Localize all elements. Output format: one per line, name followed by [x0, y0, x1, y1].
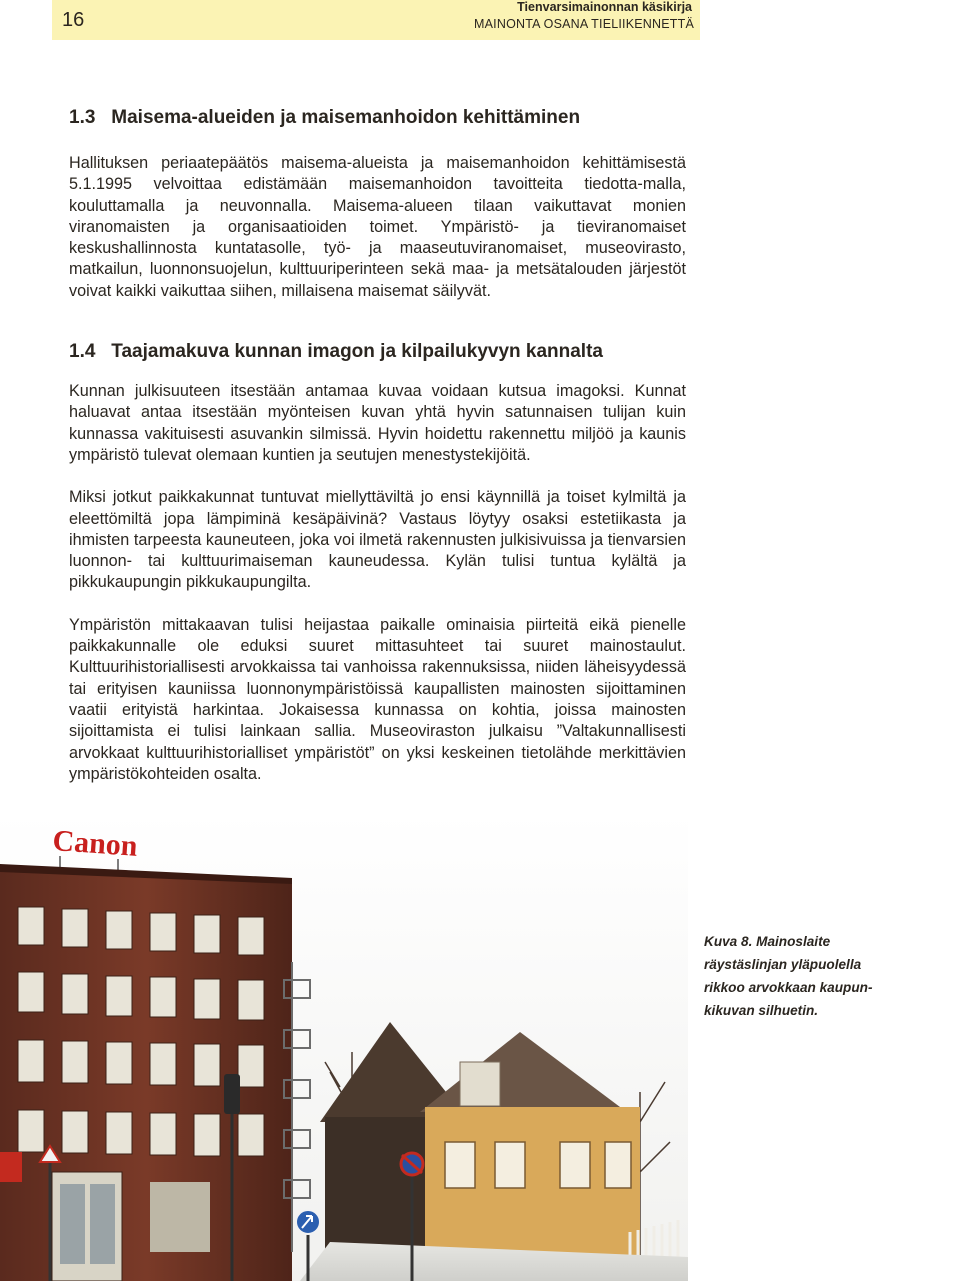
heading-text: Maisema-alueiden ja maisemanhoidon kehittäminen: [111, 107, 581, 128]
book-title: Tienvarsimainonnan käsikirja: [517, 0, 692, 14]
figure-caption: [704, 930, 904, 1022]
street-photo: [0, 812, 688, 1281]
paragraph: Hallituksen periaatepäätös maisema-alueista ja maisemanhoidon kehittämisestä 5.1.1995 velvoittaa edistämään maisemanhoidon tavoitteita tiedotta-malla, kouluttamalla ja neuvonnalla. Maisema-alueen tilaan vaikuttavat monien viranomaisten ja organisaatioiden toimet. Ympäristö- ja tieviranomaiset keskushallinnosta kuntatasolle, työ- ja maaseutuviranomaiset, museovirasto, matkailun, luonnonsuojelun, kulttuuriperinteen sekä maa- ja metsätalouden järjestöt voivat kaikki vaikuttaa siihen, millaisena maisemat säilyvät.: [69, 154, 686, 300]
paragraph: Kunnan julkisuuteen itsestään antamaa kuvaa voidaan kutsua imagoksi. Kunnat haluavat antaa itsestään myönteisen kuvan yhtä hyvin satunnaisen tulijan kuin kunnassa vakituisesti asuvankin silmissä. Hyvin hoidettu rakennettu miljöö ja kaunis ympäristö tulevat olemaan kuntien ja seutujen menestystekijöitä.: [69, 382, 686, 464]
caption-line: Kuva 8. Mainoslaite: [704, 934, 831, 949]
section-heading-1-4: [69, 340, 686, 364]
caption-line: kikuvan silhuetin.: [704, 1003, 819, 1018]
sign-text: Canon: [51, 824, 139, 863]
paragraph: Miksi jotkut paikkakunnat tuntuvat miellyttäviltä jo ensi käynnillä ja toiset kylmiltä ja eleettömiltä jopa lämpiminä kesäpäivinä? Vastaus löytyy osaksi estetiikasta ja ihmisten tarpeesta kauneuteen, joka voi ilmetä rakennusten julkisivuissa ja tienvarsien luonnon- tai kulttuurimaiseman kauneudessa. Kylän tulisi tuntua kylältä ja pikkukaupungin pikkukaupungilta.: [69, 488, 686, 592]
chapter-title: MAINONTA OSANA TIELIIKENNETTÄ: [474, 17, 694, 31]
section-heading-1-3: [69, 106, 686, 130]
main-content: [69, 106, 686, 785]
page-number: 16: [62, 9, 85, 31]
heading-text: Taajamakuva kunnan imagon ja kilpailukyvyn kannalta: [111, 341, 603, 363]
brick-building: [0, 864, 292, 1281]
paragraph: Ympäristön mittakaavan tulisi heijastaa paikalle ominaisia piirteitä eikä pienelle paikkakunnalle ole eduksi suuret mittasuhteet tai suuret mainostaulut. Kulttuurihistoriallisesti arvokkaissa tai vanhoissa rakennuksissa, niiden läheisyydessä tai erityisen kauniissa luonnonympäristöissä kaupallisten mainosten sijoittaminen vaatii erityistä harkintaa. Jokaisessa kunnassa on kohtia, joissa mainosten sijoittamista ei tulisi lainkaan sallia. Museoviraston julkaisu ”Valtakunnallisesti arvokkaat kulttuurihistorialliset ympäristöt” on yksi keskeinen tietolähde merkittävien ympäristökohteiden osalta.: [69, 615, 686, 783]
heading-number: 1.3: [69, 107, 96, 128]
heading-number: 1.4: [69, 341, 96, 363]
caption-line: rikkoo arvokkaan kaupun-: [704, 980, 873, 995]
caption-line: räystäslinjan yläpuolella: [704, 957, 862, 972]
